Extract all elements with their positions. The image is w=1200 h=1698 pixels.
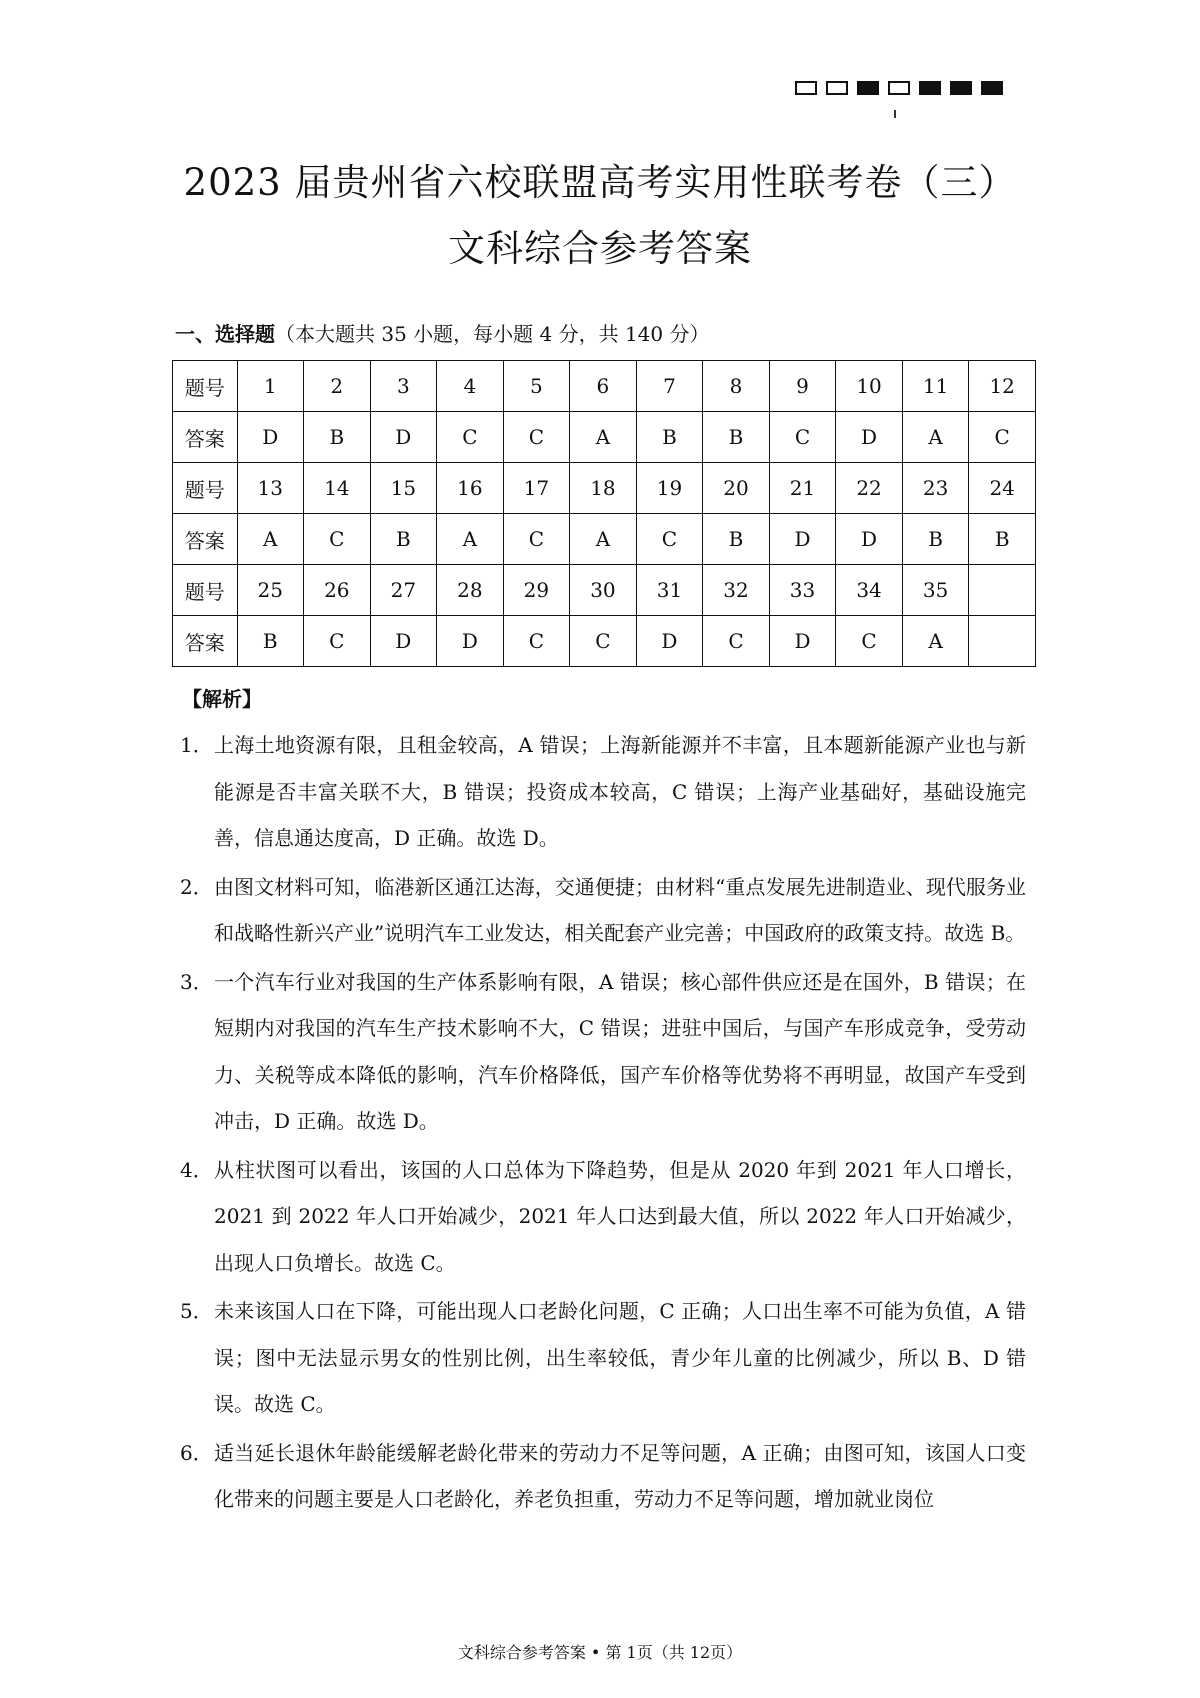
answer-cell: D <box>370 616 437 667</box>
analysis-number: 3． <box>180 969 213 994</box>
question-cell: 7 <box>636 361 703 412</box>
page-footer: 文科综合参考答案 • 第 1页（共 12页） <box>457 1643 743 1662</box>
question-cell <box>969 565 1036 616</box>
analysis-number: 6． <box>180 1440 213 1465</box>
table-row <box>173 412 1036 463</box>
answer-cell: B <box>969 514 1036 565</box>
analysis-number: 2． <box>180 874 213 899</box>
analysis-item <box>180 1147 1026 1287</box>
question-cell: 22 <box>836 463 903 514</box>
question-cell: 14 <box>304 463 371 514</box>
answer-cell: B <box>237 616 304 667</box>
table-row <box>173 565 1036 616</box>
answer-cell: B <box>703 514 770 565</box>
question-cell: 30 <box>570 565 637 616</box>
question-cell: 17 <box>503 463 570 514</box>
analysis-item <box>180 1288 1026 1428</box>
table-row <box>173 514 1036 565</box>
answer-cell: C <box>503 616 570 667</box>
section-note: （本大题共 35 小题，每小题 4 分，共 140 分） <box>275 322 710 346</box>
table-row <box>173 463 1036 514</box>
answer-cell: D <box>769 514 836 565</box>
header-mark <box>795 81 817 95</box>
question-cell: 13 <box>237 463 304 514</box>
answer-cell: B <box>636 412 703 463</box>
question-cell: 2 <box>304 361 371 412</box>
question-cell: 25 <box>237 565 304 616</box>
answer-cell: B <box>902 514 969 565</box>
answer-cell: B <box>703 412 770 463</box>
question-cell: 15 <box>370 463 437 514</box>
answer-cell: A <box>902 412 969 463</box>
answer-cell: A <box>902 616 969 667</box>
answer-cell: B <box>304 412 371 463</box>
answer-cell: C <box>969 412 1036 463</box>
row-label: 题号 <box>173 463 238 514</box>
row-label: 答案 <box>173 514 238 565</box>
header-mark <box>888 81 910 95</box>
answer-cell: D <box>636 616 703 667</box>
header-tick <box>894 110 896 118</box>
row-label: 答案 <box>173 616 238 667</box>
question-cell: 31 <box>636 565 703 616</box>
answer-cell: C <box>636 514 703 565</box>
analysis-number: 1． <box>180 733 213 757</box>
answer-cell: D <box>237 412 304 463</box>
question-cell: 16 <box>437 463 504 514</box>
analysis-number: 4． <box>180 1157 213 1182</box>
answer-table <box>172 360 1036 667</box>
answer-cell: C <box>769 412 836 463</box>
answer-cell: D <box>836 412 903 463</box>
question-cell: 23 <box>902 463 969 514</box>
answer-cell: C <box>703 616 770 667</box>
row-label: 题号 <box>173 361 238 412</box>
analysis-heading: 【解析】 <box>182 687 262 711</box>
answer-cell: C <box>836 616 903 667</box>
answer-cell: A <box>570 412 637 463</box>
answer-cell: B <box>370 514 437 565</box>
question-cell: 33 <box>769 565 836 616</box>
question-cell: 3 <box>370 361 437 412</box>
analysis-number: 5． <box>180 1299 213 1323</box>
answer-cell: A <box>237 514 304 565</box>
answer-cell: C <box>437 412 504 463</box>
answer-cell: A <box>437 514 504 565</box>
page-title: 2023 届贵州省六校联盟高考实用性联考卷（三） <box>183 161 1017 204</box>
question-cell: 11 <box>902 361 969 412</box>
answer-cell: C <box>304 616 371 667</box>
analysis-text: 未来该国人口在下降，可能出现人口老龄化问题，C 正确；人口出生率不可能为负值，A 错误；图中无法显示男女的性别比例，出生率较低，青少年儿童的比例减少，所以 B、D 错误。故选 C。 <box>214 1299 1026 1416</box>
question-cell: 8 <box>703 361 770 412</box>
question-cell: 32 <box>703 565 770 616</box>
analysis-text: 上海土地资源有限，且租金较高，A 错误；上海新能源并不丰富，且本题新能源产业也与新能源是否丰富关联不大，B 错误；投资成本较高，C 错误；上海产业基础好，基础设施完善，信息通达度高，D 正确。故选 D。 <box>214 733 1026 850</box>
answer-cell: D <box>769 616 836 667</box>
question-cell: 18 <box>570 463 637 514</box>
analysis-item <box>180 722 1026 862</box>
question-cell: 26 <box>304 565 371 616</box>
header-marks <box>795 81 1003 95</box>
analysis-list <box>180 722 1026 1525</box>
question-cell: 27 <box>370 565 437 616</box>
table-row <box>173 616 1036 667</box>
question-cell: 6 <box>570 361 637 412</box>
answer-cell: C <box>503 412 570 463</box>
question-cell: 12 <box>969 361 1036 412</box>
analysis-item <box>180 864 1026 957</box>
question-cell: 34 <box>836 565 903 616</box>
analysis-text: 从柱状图可以看出，该国的人口总体为下降趋势，但是从 2020 年到 2021 年人口增长，2021 到 2022 年人口开始减少，2021 年人口达到最大值，所以 2022 年人口开始减少，出现人口负增长。故选 C。 <box>214 1157 1026 1275</box>
table-row <box>173 361 1036 412</box>
analysis-text: 适当延长退休年龄能缓解老龄化带来的劳动力不足等问题，A 正确；由图可知，该国人口变化带来的问题主要是人口老龄化，养老负担重，劳动力不足等问题，增加就业岗位 <box>214 1440 1026 1511</box>
answer-cell: D <box>370 412 437 463</box>
header-mark <box>857 81 879 95</box>
answer-cell: D <box>836 514 903 565</box>
page-subtitle: 文科综合参考答案 <box>448 227 752 270</box>
answer-cell: C <box>503 514 570 565</box>
answer-cell: C <box>304 514 371 565</box>
question-cell: 29 <box>503 565 570 616</box>
analysis-text: 由图文材料可知，临港新区通江达海，交通便捷；由材料“重点发展先进制造业、现代服务业和战略性新兴产业”说明汽车工业发达，相关配套产业完善；中国政府的政策支持。故选 B。 <box>214 874 1026 945</box>
analysis-item <box>180 1430 1026 1523</box>
answer-cell <box>969 616 1036 667</box>
question-cell: 9 <box>769 361 836 412</box>
question-cell: 1 <box>237 361 304 412</box>
analysis-item <box>180 959 1026 1145</box>
section-label: 一、选择题 <box>175 322 275 346</box>
question-cell: 5 <box>503 361 570 412</box>
analysis-text: 一个汽车行业对我国的生产体系影响有限，A 错误；核心部件供应还是在国外，B 错误；在短期内对我国的汽车生产技术影响不大，C 错误；进驻中国后，与国产车形成竞争，受劳动力、关税等成本降低的影响，汽车价格降低，国产车价格等优势将不再明显，故国产车受到冲击，D 正确。故选 D。 <box>214 969 1026 1133</box>
answer-cell: A <box>570 514 637 565</box>
answer-cell: D <box>437 616 504 667</box>
row-label: 答案 <box>173 412 238 463</box>
header-mark <box>826 81 848 95</box>
header-mark <box>919 81 941 95</box>
question-cell: 35 <box>902 565 969 616</box>
question-cell: 10 <box>836 361 903 412</box>
header-mark <box>950 81 972 95</box>
header-mark <box>981 81 1003 95</box>
question-cell: 28 <box>437 565 504 616</box>
question-cell: 19 <box>636 463 703 514</box>
question-cell: 24 <box>969 463 1036 514</box>
question-cell: 21 <box>769 463 836 514</box>
row-label: 题号 <box>173 565 238 616</box>
answer-cell: C <box>570 616 637 667</box>
question-cell: 4 <box>437 361 504 412</box>
question-cell: 20 <box>703 463 770 514</box>
section-heading <box>175 318 710 347</box>
